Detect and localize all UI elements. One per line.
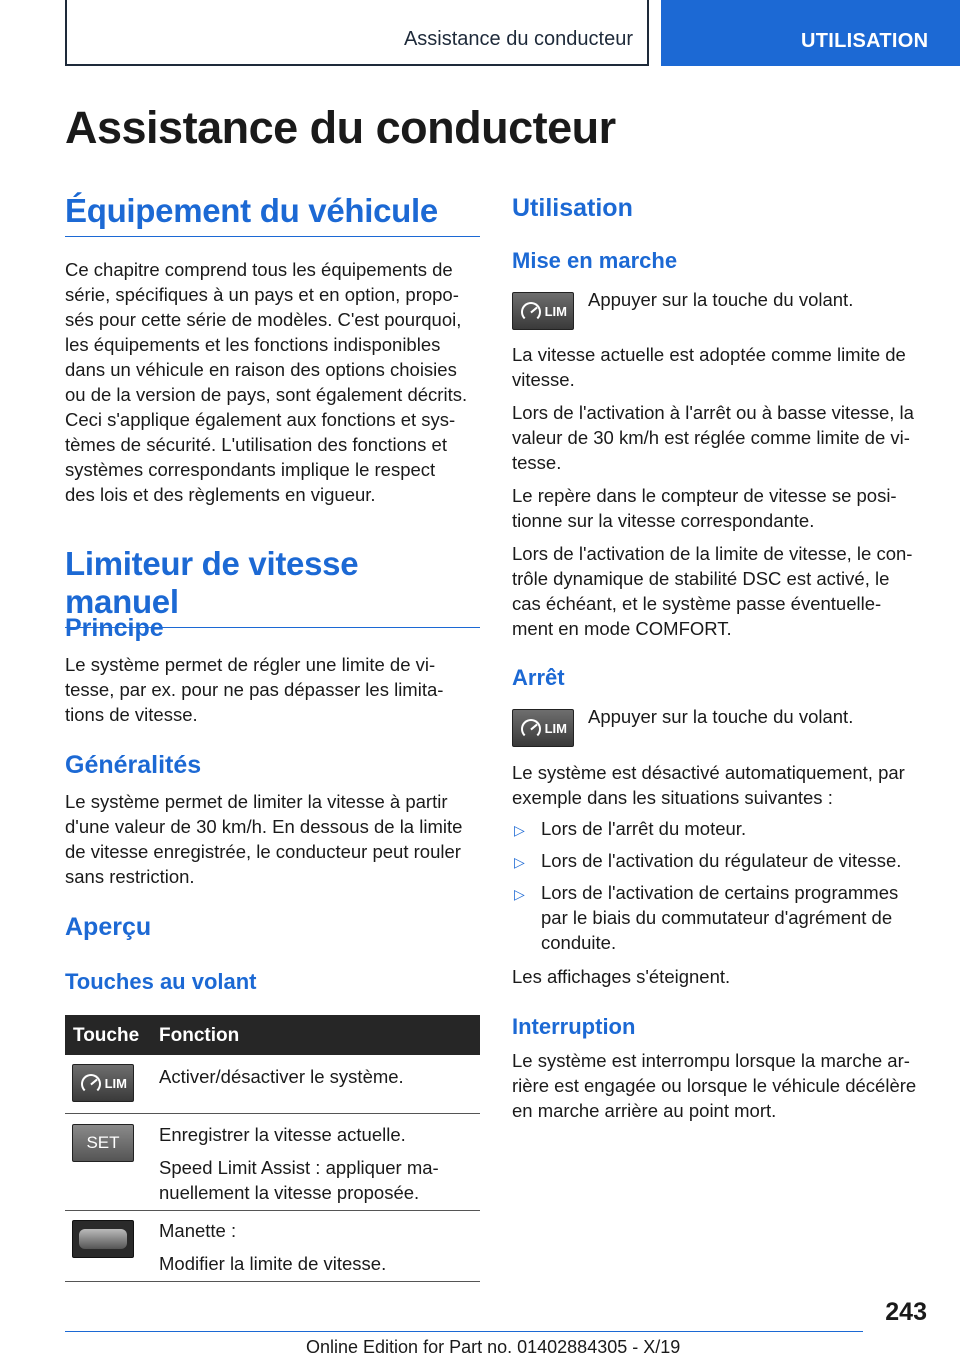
bullet-triangle-icon: ▷ — [514, 822, 525, 838]
table-header — [65, 1015, 480, 1055]
heading-apercu: Aperçu — [65, 913, 152, 941]
text-line: Le repère dans le compteur de vitesse se posi- — [512, 485, 897, 506]
heading-mise-en-marche: Mise en marche — [512, 248, 678, 273]
text-line: Le système permet de régler une limite de vi- — [65, 654, 436, 675]
bullet-triangle-icon: ▷ — [514, 886, 525, 902]
text-line: tèmes de sécurité. L'utilisation des fonctions et — [65, 434, 447, 455]
text-line: systèmes correspondants implique le respect — [65, 459, 436, 480]
heading-equipement: Équipement du véhicule — [65, 192, 480, 237]
table-cell-text: Manette : — [159, 1220, 237, 1241]
table-col-touche: Touche — [73, 1025, 140, 1046]
text-line: cas échéant, et le système passe éventuelle- — [512, 593, 882, 614]
table-cell-text: nuellement la vitesse proposée. — [159, 1182, 420, 1203]
text-line: série, spécifiques à un pays et en option, propo- — [65, 284, 459, 305]
text-line: ment en mode COMFORT. — [512, 618, 732, 639]
text-line: de vitesse enregistrée, le conducteur peut rouler — [65, 841, 461, 862]
text-line: tesse, par ex. pour ne pas dépasser les limita- — [65, 679, 444, 700]
text-line: sans restriction. — [65, 866, 195, 887]
text-line: vitesse. — [512, 369, 575, 390]
text-line: Lors de l'activation de certains programmes — [541, 882, 899, 903]
footer-divider — [65, 1331, 863, 1332]
arret-outro: Les affichages s'éteignent. — [512, 966, 731, 987]
text-line: tionne sur la vitesse correspondante. — [512, 510, 815, 531]
text-line: ou de la version de pays, sont également décrits. — [65, 384, 468, 405]
page-title: Assistance du conducteur — [65, 102, 616, 153]
heading-touches-volant: Touches au volant — [65, 969, 257, 994]
heading-limiteur: Limiteur de vitesse manuel — [65, 545, 480, 628]
lim-button-icon: LIM — [512, 709, 574, 747]
text-line: valeur de 30 km/h est réglée comme limite de vi- — [512, 427, 910, 448]
header-chapter-label: UTILISATION — [801, 30, 929, 52]
text-line: Lors de l'activation de la limite de vitesse, le con- — [512, 543, 913, 564]
text-line: Lors de l'activation du régulateur de vitesse. — [541, 850, 902, 871]
table-row — [159, 1122, 439, 1205]
bullet-triangle-icon: ▷ — [514, 854, 525, 870]
mise-button-instruction: Appuyer sur la touche du volant. — [588, 289, 854, 310]
table-row-divider — [65, 1113, 480, 1114]
text-line: exemple dans les situations suivantes : — [512, 787, 833, 808]
heading-principe: Principe — [65, 614, 164, 642]
text-line: trôle dynamique de stabilité DSC est activé, le — [512, 568, 890, 589]
header-section-title: Assistance du conducteur — [403, 28, 633, 50]
heading-generalites: Généralités — [65, 751, 202, 779]
table-cell-text: Enregistrer la vitesse actuelle. — [159, 1124, 406, 1145]
table-cell-text: Speed Limit Assist : appliquer ma- — [159, 1157, 439, 1178]
footer-edition: Online Edition for Part no. 01402884305 - X/19 — [306, 1337, 681, 1357]
table-col-fonction: Fonction — [159, 1025, 240, 1046]
mise-paragraphs — [512, 342, 932, 641]
text-line: des lois et des règlements en vigueur. — [65, 484, 376, 505]
heading-arret: Arrêt — [512, 665, 565, 690]
arret-intro — [512, 760, 932, 810]
text-line: les équipements et les fonctions indisponibles — [65, 334, 441, 355]
principe-text — [65, 652, 485, 727]
table-cell-text: Activer/désactiver le système. — [159, 1066, 404, 1087]
text-line: Le système est désactivé automatiquement, par — [512, 762, 905, 783]
header-section-box — [65, 0, 649, 66]
page-number: 243 — [885, 1298, 927, 1326]
text-line: tions de vitesse. — [65, 704, 198, 725]
interruption-text — [512, 1048, 932, 1123]
set-button-icon: SET — [72, 1124, 134, 1162]
text-line: par le biais du commutateur d'agrément de — [541, 907, 893, 928]
text-line: en marche arrière au point mort. — [512, 1100, 777, 1121]
generalites-text — [65, 789, 485, 889]
list-item — [541, 880, 898, 955]
text-line: Lors de l'activation à l'arrêt ou à basse vitesse, la — [512, 402, 914, 423]
text-line: Ce chapitre comprend tous les équipements de — [65, 259, 453, 280]
text-line: Le système permet de limiter la vitesse à partir — [65, 791, 448, 812]
heading-interruption: Interruption — [512, 1014, 636, 1039]
header-chapter-tab[interactable] — [661, 0, 960, 66]
text-line: conduite. — [541, 932, 617, 953]
table-row-divider — [65, 1281, 480, 1282]
table-row — [159, 1064, 404, 1089]
equipement-text — [65, 257, 485, 507]
lim-button-icon: LIM — [512, 292, 574, 330]
table-cell-text: Modifier la limite de vitesse. — [159, 1253, 387, 1274]
text-line: Lors de l'arrêt du moteur. — [541, 818, 747, 839]
text-line: La vitesse actuelle est adoptée comme limite de — [512, 344, 906, 365]
text-line: Ceci s'applique également aux fonctions et sys- — [65, 409, 456, 430]
text-line: Le système est interrompu lorsque la marche ar- — [512, 1050, 910, 1071]
list-item — [541, 848, 901, 873]
arret-button-instruction: Appuyer sur la touche du volant. — [588, 706, 854, 727]
text-line: tesse. — [512, 452, 562, 473]
list-item — [541, 816, 746, 841]
text-line: rière est engagée ou lorsque le véhicule décélère — [512, 1075, 917, 1096]
rocker-switch-icon — [72, 1220, 134, 1258]
heading-utilisation: Utilisation — [512, 194, 633, 222]
text-line: d'une valeur de 30 km/h. En dessous de la limite — [65, 816, 463, 837]
text-line: sés pour cette série de modèles. C'est pourquoi, — [65, 309, 462, 330]
table-row — [159, 1218, 386, 1276]
table-row-divider — [65, 1210, 480, 1211]
text-line: dans un véhicule en raison des options choisies — [65, 359, 457, 380]
lim-button-icon: LIM — [72, 1064, 134, 1102]
